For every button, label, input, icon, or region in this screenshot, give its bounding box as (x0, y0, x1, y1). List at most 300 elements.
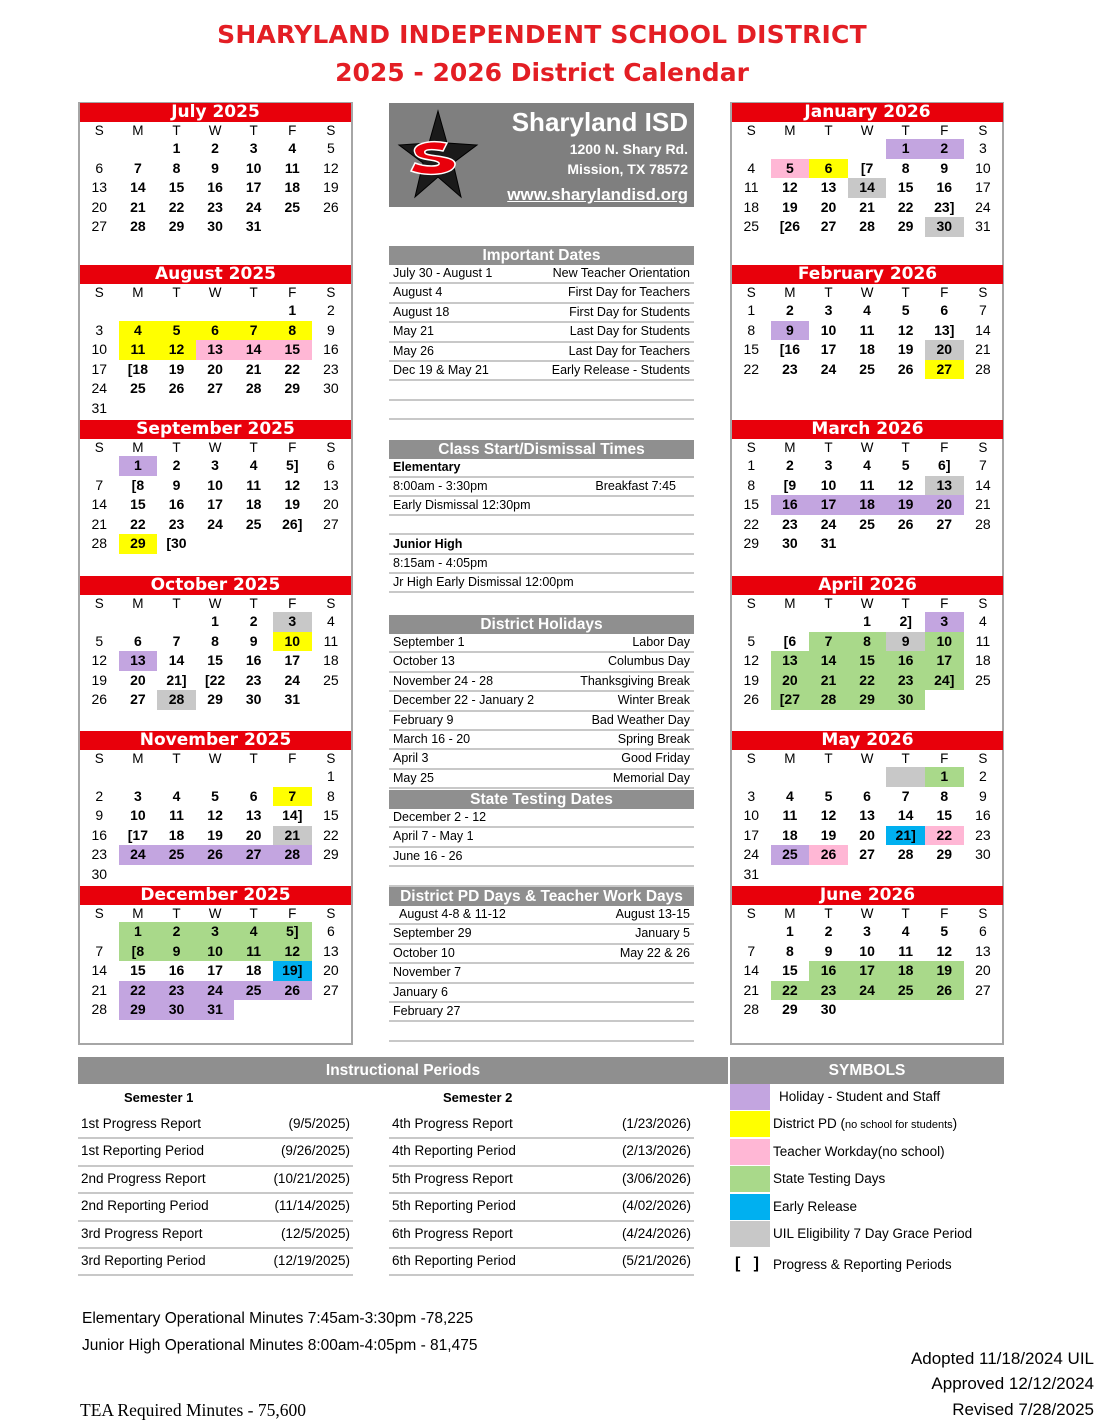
month-header: September 2025 (80, 420, 351, 439)
weekday-label: F (288, 751, 297, 766)
day-cell (80, 922, 119, 942)
weekday-label: T (249, 440, 258, 455)
day-cell: 17 (91, 360, 108, 377)
day-cell: 8 (172, 159, 181, 176)
day-cell: 16 (886, 651, 925, 671)
period-row (78, 1194, 353, 1221)
week-row (732, 456, 1003, 476)
day-cell: 22 (771, 981, 810, 1001)
row-description: May 22 & 26 (619, 945, 690, 960)
period-name: 5th Reporting Period (392, 1198, 516, 1214)
weekday-label: T (901, 123, 910, 138)
weekday-label: S (746, 440, 756, 455)
day-cell: 10 (130, 807, 146, 823)
weekday-label: W (208, 906, 222, 921)
week-row (80, 456, 351, 476)
semester-2-label: Semester 2 (443, 1090, 513, 1105)
day-cell (234, 301, 273, 321)
period-row (78, 1167, 353, 1194)
week-row (80, 379, 351, 399)
week-row (80, 865, 351, 885)
day-cell: 11 (284, 159, 300, 176)
list-row (389, 809, 694, 828)
day-cell: 7 (978, 302, 987, 318)
weekday-label: T (824, 440, 833, 455)
week-row (80, 217, 351, 237)
day-cell: 1 (288, 302, 297, 318)
day-cell: 24 (743, 846, 760, 862)
day-cell: 30 (323, 380, 339, 396)
day-cell: 1 (863, 613, 871, 629)
day-cell: 28 (809, 690, 848, 710)
weekday-row (80, 439, 351, 456)
day-cell: 12 (820, 807, 837, 823)
day-cell: 21 (273, 826, 312, 846)
list-row (389, 673, 694, 692)
weekday-label: S (746, 285, 756, 300)
weekday-label: W (860, 440, 874, 455)
weekday-label: T (172, 285, 181, 300)
weekday-label: T (249, 596, 258, 611)
day-cell: 17 (207, 962, 223, 978)
day-cell (119, 865, 158, 885)
day-cell (925, 690, 964, 710)
day-cell: 17 (284, 652, 301, 668)
class-times-row (389, 555, 694, 574)
day-cell: 4 (326, 613, 335, 629)
day-cell: 8 (901, 159, 910, 176)
day-cell: 2] (899, 613, 912, 629)
weekday-label: F (940, 906, 949, 921)
day-cell: 1 (119, 456, 158, 476)
day-cell (771, 612, 810, 632)
day-cell: 1 (119, 922, 158, 942)
day-cell: 11 (859, 321, 875, 338)
week-row (732, 690, 1003, 710)
day-cell: 15 (168, 179, 185, 195)
day-cell: 18 (245, 962, 262, 978)
day-cell: 21 (130, 198, 146, 215)
day-cell: 2 (785, 457, 794, 473)
day-cell: 22 (323, 826, 339, 843)
row-date: Dec 19 & May 21 (393, 363, 489, 377)
day-cell: 7 (978, 457, 987, 473)
week-row (80, 340, 351, 360)
month-header: July 2025 (80, 103, 351, 122)
weekday-label: F (940, 751, 949, 766)
day-cell: 25 (743, 218, 760, 234)
day-cell: 10 (925, 632, 964, 652)
week-row (732, 865, 1003, 885)
weekday-label: W (860, 906, 874, 921)
month-header: January 2026 (732, 103, 1003, 122)
month-september-2025 (80, 420, 351, 554)
day-cell: 4 (288, 140, 297, 156)
logo-address-line1: 1200 N. Shary Rd. (569, 141, 688, 157)
weekday-label: S (746, 751, 756, 766)
day-cell: 25 (771, 845, 810, 865)
weekday-label: W (860, 285, 874, 300)
day-cell: 8 (747, 321, 756, 338)
day-cell: 23 (323, 360, 339, 377)
day-cell: 27 (91, 218, 108, 234)
day-cell: 2 (249, 613, 258, 629)
list-row (389, 750, 694, 769)
day-cell: 14 (848, 178, 887, 198)
period-date: (1/23/2026) (621, 1116, 691, 1131)
day-cell: 17 (207, 496, 223, 512)
day-cell (234, 865, 273, 885)
day-cell: 24 (820, 360, 837, 377)
row-description: Good Friday (621, 751, 690, 766)
period-row (389, 1112, 694, 1139)
day-cell (80, 767, 119, 787)
day-cell (119, 767, 158, 787)
day-cell: 14 (91, 962, 108, 978)
day-cell (157, 612, 196, 632)
day-cell: 10 (859, 942, 875, 959)
period-row (78, 1222, 353, 1249)
period-date: (12/19/2025) (273, 1253, 350, 1268)
day-cell: 28 (975, 515, 991, 532)
week-row (732, 922, 1003, 942)
day-cell (157, 301, 196, 321)
day-cell (234, 399, 273, 419)
row-date: October 13 (393, 654, 455, 669)
week-row (732, 767, 1003, 787)
day-cell: [17 (127, 826, 148, 843)
day-cell: 5 (211, 787, 219, 804)
list-row (389, 634, 694, 653)
month-february-2026 (732, 265, 1003, 379)
period-row (78, 1249, 353, 1276)
month-header: May 2026 (732, 731, 1003, 750)
day-cell: 10 (273, 632, 312, 652)
day-cell: 8 (326, 787, 335, 804)
junior-high-hours: 8:15am - 4:05pm (393, 556, 488, 570)
month-header: December 2025 (80, 886, 351, 905)
day-cell: 26 (196, 845, 235, 865)
day-cell: 26 (925, 981, 964, 1001)
month-header: March 2026 (732, 420, 1003, 439)
week-row (732, 515, 1003, 535)
day-cell (848, 767, 887, 787)
day-cell: 9 (326, 321, 335, 338)
weekday-label: S (94, 285, 104, 300)
day-cell: 14 (234, 340, 273, 360)
list-row (389, 731, 694, 750)
day-cell: 21 (743, 981, 760, 998)
list-row (389, 381, 694, 400)
day-cell: 1 (172, 140, 181, 156)
period-row (389, 1194, 694, 1221)
week-row (732, 826, 1003, 846)
early-release-swatch (730, 1194, 770, 1220)
day-cell: 23 (91, 846, 108, 862)
pd-label-note: no school for students (845, 1119, 953, 1131)
week-row (732, 217, 1003, 237)
day-cell (234, 767, 273, 787)
day-cell: 9 (940, 159, 949, 176)
day-cell: 4 (978, 613, 987, 629)
day-cell: 7 (809, 632, 848, 652)
weekday-label: T (824, 751, 833, 766)
day-cell: 13 (245, 807, 262, 823)
day-cell: 19 (168, 360, 185, 377)
day-cell: 28 (245, 380, 262, 396)
weekday-label: F (288, 906, 297, 921)
day-cell: 14 (897, 807, 914, 823)
day-cell: 1 (747, 302, 756, 318)
day-cell (157, 865, 196, 885)
day-cell (119, 139, 158, 159)
junior-high-label: Junior High (393, 537, 463, 551)
day-cell: [8 (131, 476, 145, 493)
list-row (389, 828, 694, 847)
day-cell: 27 (936, 515, 953, 532)
day-cell: 6 (326, 923, 335, 939)
day-cell: 19 (820, 826, 837, 843)
week-row (80, 787, 351, 807)
day-cell: 2 (211, 140, 219, 156)
day-cell: 9 (157, 942, 196, 962)
class-times-row (389, 497, 694, 516)
district-website-link[interactable]: www.sharylandisd.org (507, 185, 688, 204)
elementary-minutes: Elementary Operational Minutes 7:45am-3:30pm -78,225 (82, 1310, 474, 1327)
day-cell: 29 (782, 1001, 798, 1017)
day-cell (196, 767, 235, 787)
elementary-label: Elementary (393, 460, 461, 474)
day-cell: 4 (172, 787, 181, 804)
day-cell (925, 865, 964, 885)
week-row (80, 612, 351, 632)
day-cell (273, 1000, 312, 1020)
day-cell: 16 (168, 496, 185, 512)
month-july-2025 (80, 103, 351, 237)
day-cell: 17 (820, 341, 837, 357)
calendar-title: 2025 - 2026 District Calendar (335, 58, 749, 87)
day-cell: 16 (323, 341, 339, 357)
day-cell (925, 534, 964, 554)
day-cell (312, 399, 351, 419)
row-date: December 22 - January 2 (393, 693, 535, 708)
weekday-label: F (940, 123, 949, 138)
day-cell: 26 (273, 981, 312, 1001)
period-date: (12/5/2025) (280, 1225, 350, 1241)
day-cell: 12 (743, 652, 760, 668)
day-cell: 26 (897, 360, 914, 377)
day-cell: 15 (130, 496, 146, 512)
day-cell: 25 (975, 671, 991, 688)
week-row (80, 632, 351, 652)
weekday-label: W (208, 596, 222, 611)
weekday-row (732, 284, 1003, 301)
day-cell: 24 (119, 845, 158, 865)
week-row (732, 671, 1003, 691)
day-cell: 12 (897, 476, 914, 493)
row-description: Spring Break (617, 732, 690, 746)
instructional-periods-header: Instructional Periods (78, 1057, 728, 1084)
day-cell (732, 767, 771, 787)
day-cell: 20 (925, 340, 964, 360)
day-cell: 8 (747, 476, 756, 493)
weekday-row (732, 439, 1003, 456)
approved-date: Approved 12/12/2024 (931, 1374, 1094, 1393)
day-cell: 6 (249, 787, 258, 804)
day-cell: 9 (249, 632, 258, 649)
day-cell (119, 612, 158, 632)
week-row (80, 495, 351, 515)
day-cell: 22 (925, 826, 964, 846)
day-cell (771, 767, 810, 787)
star-logo-icon (397, 109, 479, 201)
day-cell: 15 (207, 652, 223, 668)
day-cell: 20 (130, 671, 146, 688)
weekday-label: S (978, 596, 988, 611)
period-name: 6th Reporting Period (392, 1253, 516, 1268)
row-date: May 25 (393, 770, 434, 785)
week-row (80, 981, 351, 1001)
week-row (80, 198, 351, 218)
day-cell: 6 (863, 787, 871, 804)
weekday-label: W (208, 440, 222, 455)
day-cell: 20 (771, 671, 810, 691)
weekday-label: M (784, 123, 796, 138)
day-cell: 20 (207, 360, 223, 377)
day-cell: 26 (809, 845, 848, 865)
day-cell: 11 (119, 340, 158, 360)
day-cell: 14 (91, 496, 108, 512)
day-cell: 19] (273, 961, 312, 981)
day-cell: [6 (783, 632, 797, 649)
day-cell: 1 (326, 768, 335, 784)
row-description: New Teacher Orientation (552, 266, 690, 280)
period-date: (9/26/2025) (280, 1143, 350, 1159)
period-name: 1st Reporting Period (81, 1143, 205, 1159)
day-cell: 14 (168, 652, 185, 668)
day-cell: 3 (249, 140, 258, 156)
week-row (732, 845, 1003, 865)
period-date: (11/14/2025) (274, 1198, 350, 1214)
week-row (732, 534, 1003, 554)
day-cell: 18 (782, 826, 798, 843)
row-date: June 16 - 26 (393, 848, 463, 863)
day-cell: 24 (91, 380, 108, 396)
day-cell: 19 (925, 961, 964, 981)
day-cell: 23 (168, 515, 185, 532)
weekday-label: S (94, 906, 104, 921)
week-row (80, 178, 351, 198)
row-date: August 18 (393, 304, 450, 319)
day-cell: 15 (130, 962, 146, 978)
day-cell: 12 (273, 942, 312, 962)
weekday-label: S (94, 123, 104, 138)
month-november-2025 (80, 731, 351, 884)
day-cell: 15 (782, 962, 798, 978)
weekday-label: F (940, 440, 949, 455)
day-cell (273, 865, 312, 885)
day-cell: 3 (978, 140, 987, 156)
week-row (732, 139, 1003, 159)
day-cell: 8 (848, 632, 887, 652)
day-cell: 27 (130, 691, 146, 707)
week-row (732, 961, 1003, 981)
logo-address-line2: Mission, TX 78572 (567, 161, 688, 177)
weekday-label: S (326, 596, 336, 611)
day-cell: [18 (127, 360, 148, 377)
row-description: Thanksgiving Break (580, 673, 690, 688)
day-cell: 23 (809, 981, 848, 1001)
row-date: October 10 (393, 945, 455, 960)
day-cell: 2 (326, 302, 335, 318)
period-name: 5th Progress Report (392, 1170, 513, 1186)
uil-symbol-label: UIL Eligibility 7 Day Grace Period (773, 1226, 973, 1241)
week-row (732, 495, 1003, 515)
day-cell: 20 (245, 826, 262, 843)
day-cell: 10 (820, 476, 837, 493)
row-description: Columbus Day (608, 654, 690, 669)
day-cell: 4 (863, 302, 871, 318)
day-cell: 13 (323, 476, 339, 493)
weekday-label: T (172, 906, 181, 921)
day-cell: 14 (743, 962, 760, 978)
row-date: August 4-8 & 11-12 (399, 907, 506, 921)
day-cell: 2 (95, 787, 104, 804)
elementary-early-dismissal: Early Dismissal 12:30pm (393, 498, 531, 512)
class-times-row (389, 536, 694, 555)
week-row (80, 651, 351, 671)
day-cell: 28 (273, 845, 312, 865)
week-row (732, 360, 1003, 380)
week-row (80, 826, 351, 846)
row-date: September 1 (393, 635, 465, 649)
list-row (389, 925, 694, 944)
weekday-label: T (901, 751, 910, 766)
day-cell (964, 865, 1003, 885)
day-cell: 27 (925, 360, 964, 380)
day-cell: 28 (130, 218, 146, 234)
weekday-label: F (940, 596, 949, 611)
day-cell: 22 (743, 515, 760, 532)
day-cell: 29 (936, 846, 953, 862)
day-cell (732, 139, 771, 159)
day-cell: 7 (95, 476, 104, 493)
period-name: 2nd Reporting Period (81, 1198, 209, 1214)
important-dates-header: Important Dates (389, 246, 694, 265)
day-cell: 11 (975, 632, 991, 649)
weekday-label: T (901, 440, 910, 455)
weekday-label: S (326, 751, 336, 766)
row-description: First Day for Teachers (567, 285, 690, 300)
day-cell: 24 (196, 981, 235, 1001)
day-cell: 5 (95, 632, 104, 649)
day-cell: [9 (783, 476, 797, 493)
day-cell: 28 (859, 218, 875, 234)
weekday-label: S (978, 440, 988, 455)
day-cell: [7 (860, 159, 874, 176)
day-cell (886, 1000, 925, 1020)
day-cell: 18 (323, 652, 339, 668)
day-cell: 4 (785, 787, 794, 804)
day-cell: 31 (245, 218, 262, 234)
day-cell: 27 (234, 845, 273, 865)
day-cell: 13 (91, 179, 108, 195)
day-cell: 18 (168, 826, 185, 843)
week-row (80, 534, 351, 554)
day-cell: 20 (323, 496, 339, 512)
day-cell: 5] (273, 922, 312, 942)
day-cell: 20 (975, 962, 991, 978)
